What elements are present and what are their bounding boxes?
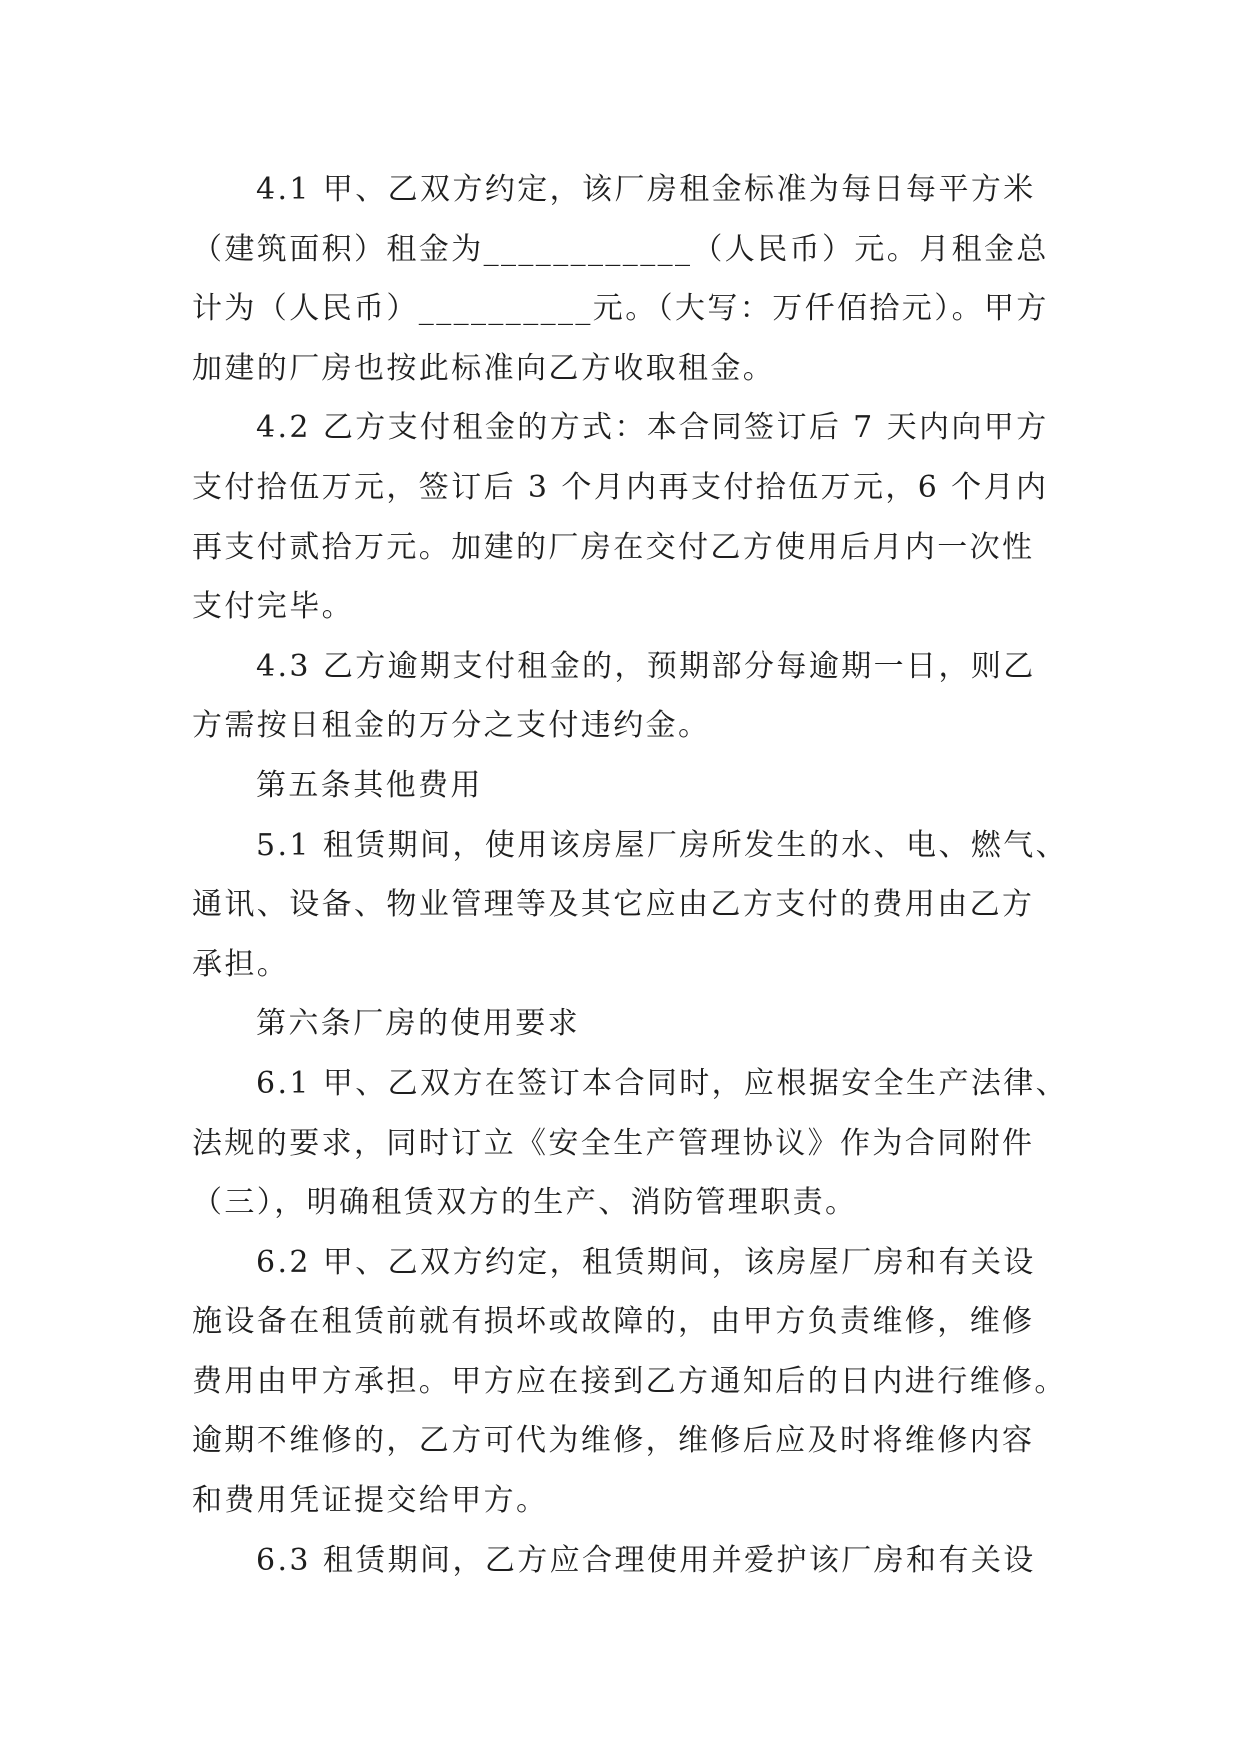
- text-line: 4.1 甲、乙双方约定，该厂房租金标准为每日每平方米: [256, 172, 1036, 207]
- text-line: 逾期不维修的，乙方可代为维修，维修后应及时将维修内容: [192, 1423, 1035, 1459]
- document-page: [192, 160, 1069, 1590]
- text-line: 5.1 租赁期间，使用该房屋厂房所发生的水、电、燃气、: [256, 827, 1069, 863]
- text-line: 6.1 甲、乙双方在签订本合同时，应根据安全生产法律、: [256, 1065, 1069, 1101]
- text-line: 通讯、设备、物业管理等及其它应由乙方支付的费用由乙方: [192, 887, 1035, 923]
- text-line: 和费用凭证提交给甲方。: [192, 1483, 549, 1519]
- text-line: 支付拾伍万元，签订后 3 个月内再支付拾伍万元，6 个月内: [192, 469, 1049, 505]
- text-line: 4.3 乙方逾期支付租金的，预期部分每逾期一日，则乙: [256, 648, 1036, 684]
- text-line: 6.3 租赁期间，乙方应合理使用并爱护该厂房和有关设: [256, 1542, 1036, 1578]
- text-line: 费用由甲方承担。甲方应在接到乙方通知后的日内进行维修。: [192, 1363, 1067, 1399]
- text-line: （建筑面积）租金为____________（人民币）元。月租金总: [192, 231, 1049, 267]
- text-line: （三），明确租赁双方的生产、消防管理职责。: [192, 1185, 858, 1221]
- text-line: 6.2 甲、乙双方约定，租赁期间，该房屋厂房和有关设: [256, 1244, 1036, 1280]
- text-line: 方需按日租金的万分之支付违约金。: [192, 708, 711, 744]
- section-heading: 第五条其他费用: [256, 767, 483, 803]
- text-line: 4.2 乙方支付租金的方式：本合同签订后 7 天内向甲方: [256, 410, 1049, 446]
- text-line: 加建的厂房也按此标准向乙方收取租金。: [192, 350, 776, 386]
- text-line: 法规的要求，同时订立《安全生产管理协议》作为合同附件: [192, 1125, 1035, 1161]
- text-line: 计为（人民币）__________元。（大写：万仟佰拾元）。甲方: [192, 291, 1049, 327]
- text-line: 再支付贰拾万元。加建的厂房在交付乙方使用后月内一次性: [192, 529, 1035, 565]
- section-heading: 第六条厂房的使用要求: [256, 1006, 580, 1042]
- text-line: 承担。: [192, 946, 290, 982]
- text-line: 施设备在租赁前就有损坏或故障的，由甲方负责维修，维修: [192, 1304, 1035, 1340]
- text-line: 支付完毕。: [192, 589, 354, 625]
